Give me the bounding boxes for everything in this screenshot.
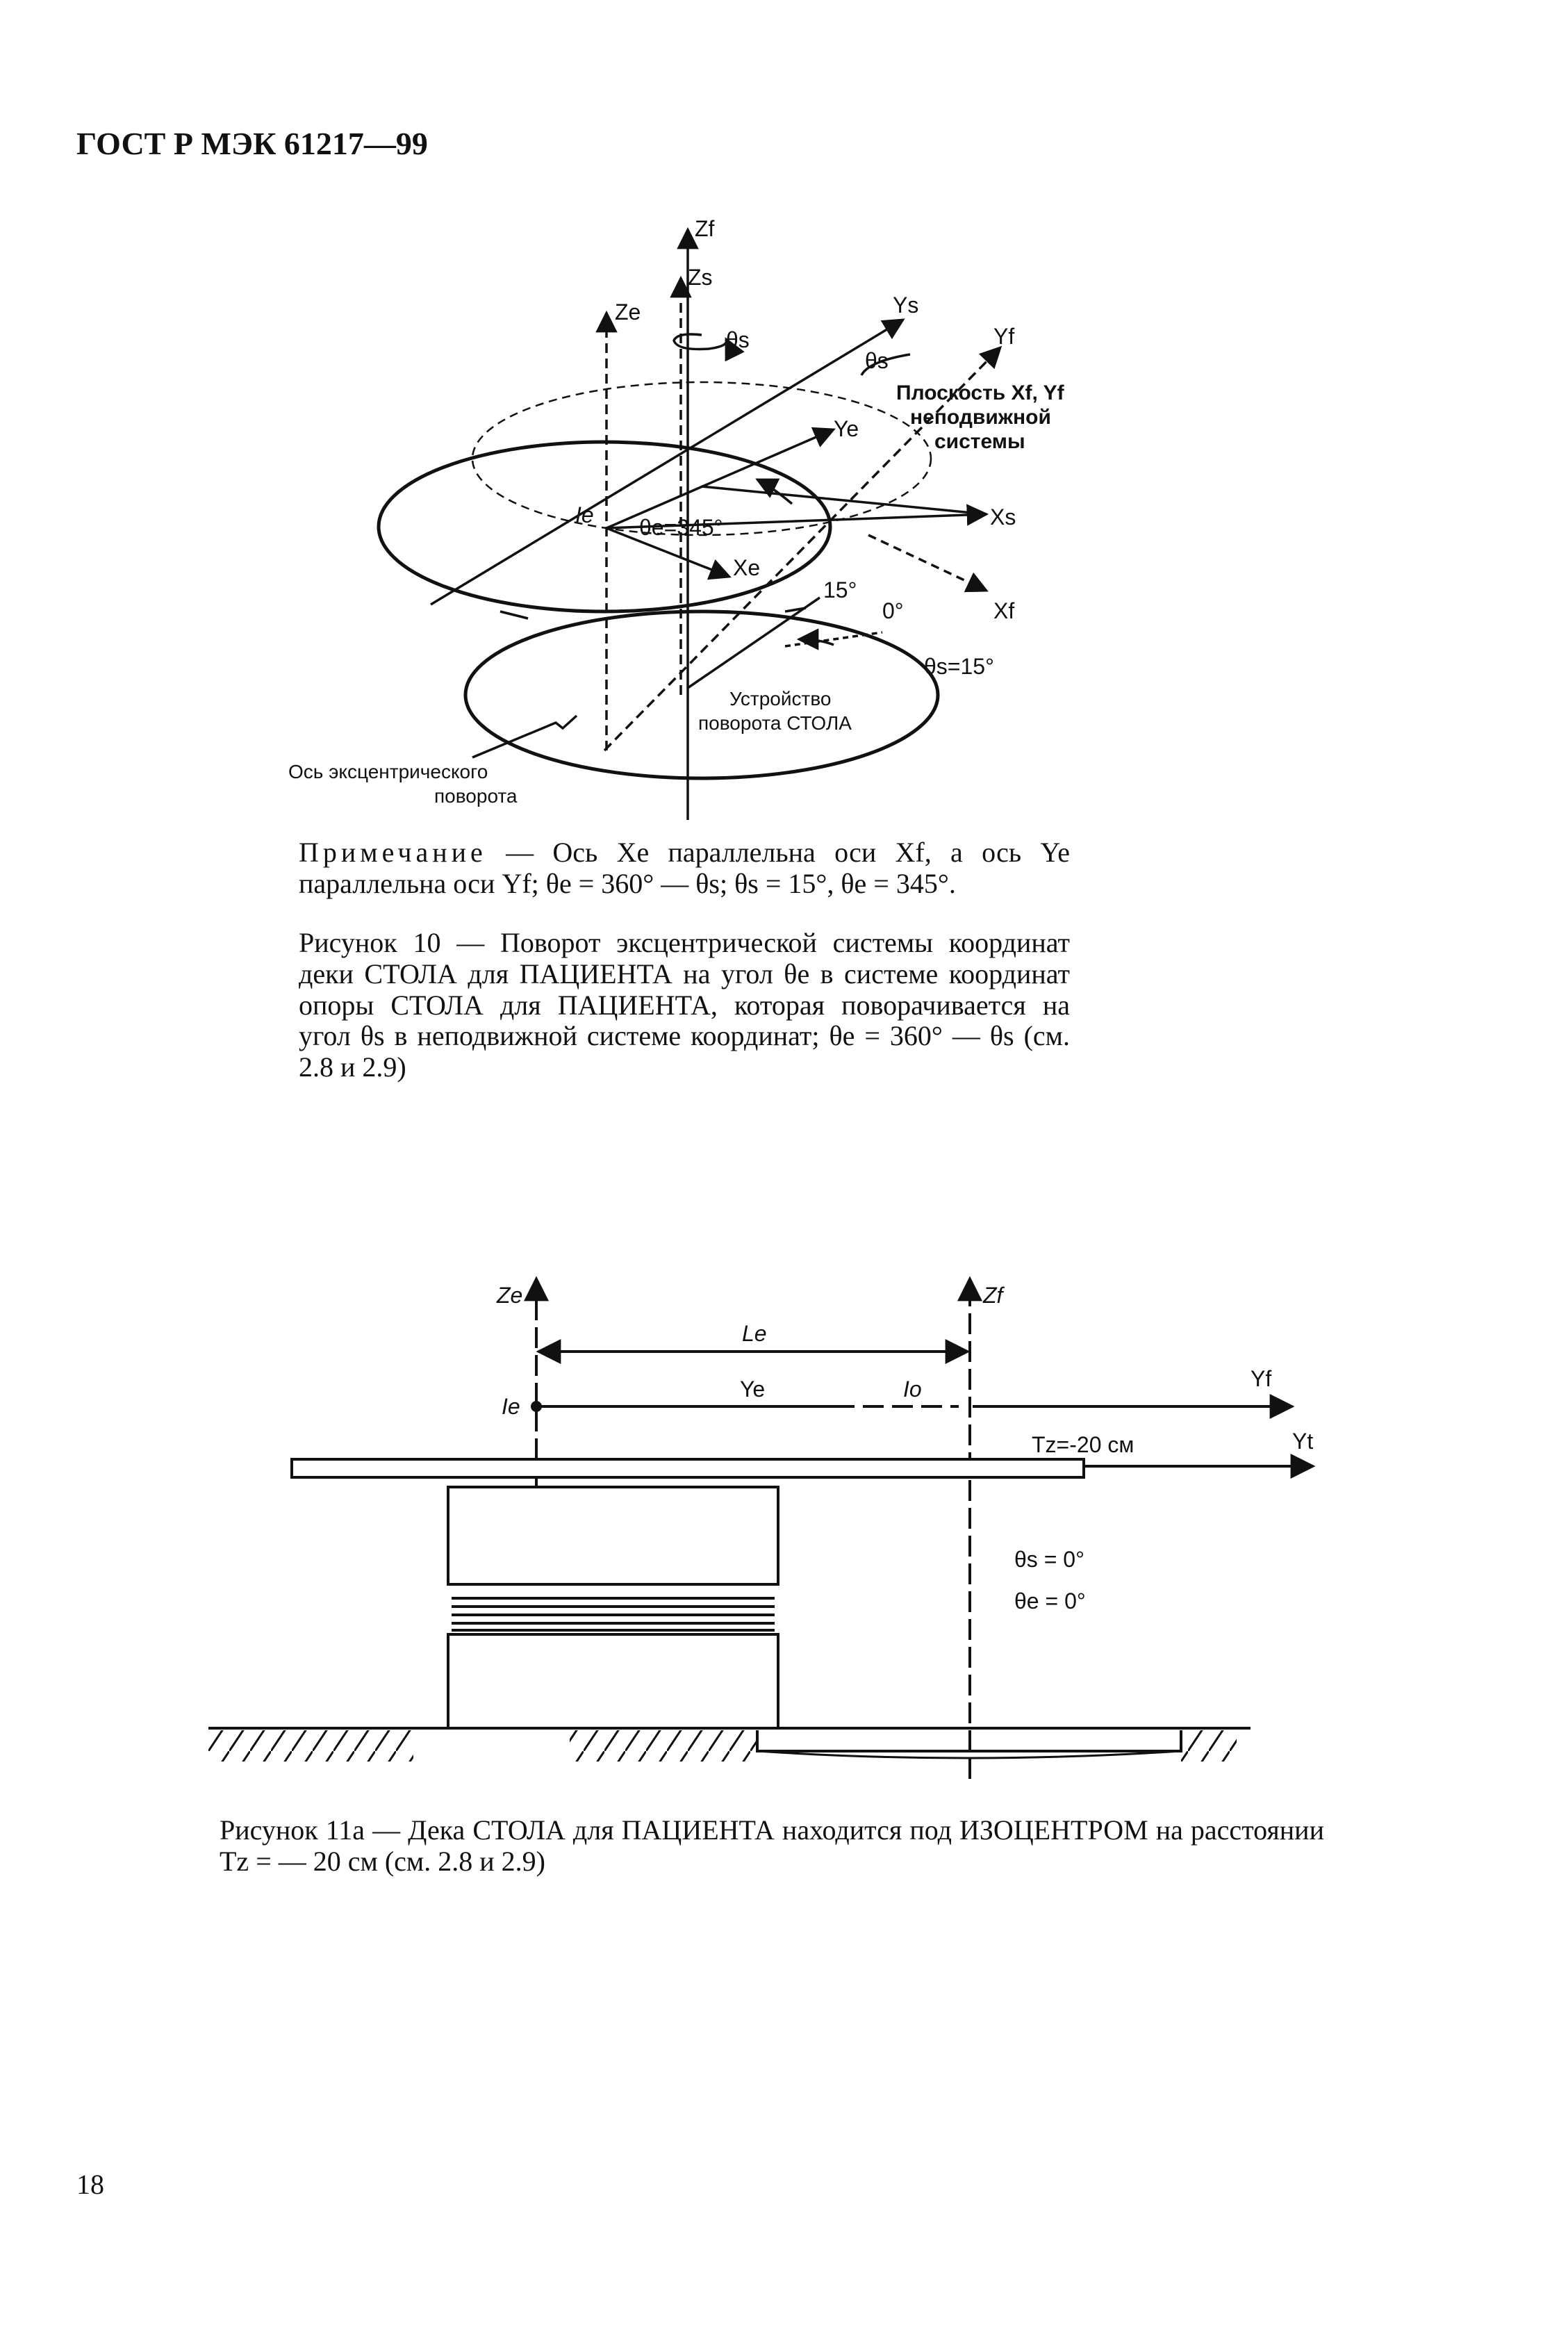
label-xf: Xf [993, 598, 1015, 623]
document-header: ГОСТ Р МЭК 61217—99 [76, 126, 428, 161]
note-text: — Ось Xe параллельна оси Xf, а ось Ye параллельна оси Yf; θe = 360° — θs; θs = 15°, θe = 345°. [299, 837, 1070, 899]
label-zf: Zf [695, 216, 715, 241]
label-ze: Ze [615, 299, 641, 325]
label-yf: Yf [993, 324, 1015, 349]
eccentric-axis-label-line1: Ось эксцентрического [288, 761, 488, 782]
device-label-line2: поворота СТОЛА [698, 712, 852, 734]
label-theta-e-0: θe = 0° [1014, 1588, 1086, 1614]
label-xs: Xs [990, 504, 1016, 529]
label-le: Le [742, 1321, 767, 1346]
label-ys: Ys [893, 293, 919, 318]
label-ze-11a: Ze [497, 1283, 523, 1308]
figure-10-caption: Рисунок 10 — Поворот эксцентрической системы координат деки СТОЛА для ПАЦИЕНТА на угол θe в системе координат опоры СТОЛА для ПАЦИЕНТА, которая поворачивается на угол θs в неподвижной системе координат; θe = 360° — θs (см. 2.8 и 2.9) [299, 927, 1070, 1083]
label-0deg: 0° [882, 598, 904, 623]
device-label-line1: Устройство [729, 688, 832, 709]
figure-10-note [299, 837, 1070, 900]
page-number: 18 [76, 2169, 104, 2200]
label-io: Io [903, 1377, 922, 1402]
plane-label-line1: Плоскость Xf, Yf [896, 381, 1064, 404]
label-tz: Tz=-20 см [1032, 1432, 1134, 1457]
figure-11a-diagram [0, 1237, 1568, 1793]
label-ie: Ie [575, 502, 594, 527]
label-ye: Ye [834, 416, 859, 441]
label-15deg: 15° [823, 577, 857, 602]
figure-10-diagram [0, 0, 1568, 834]
label-theta-s-0: θs = 0° [1014, 1547, 1084, 1572]
label-theta-s-between: θs [865, 348, 889, 373]
plane-label-line2: неподвижной [910, 406, 1051, 429]
label-theta-e: θe=345° [639, 515, 723, 540]
eccentric-axis-label-line2: поворота [434, 785, 518, 807]
label-yt: Yt [1292, 1429, 1314, 1454]
plane-label-line3: системы [934, 430, 1025, 453]
label-ye-11a: Ye [740, 1377, 766, 1402]
label-zs: Zs [688, 265, 713, 290]
note-prefix: Примечание [299, 837, 487, 868]
label-theta-s-rotation: θs [726, 327, 750, 352]
label-ie-11a: Ie [502, 1394, 520, 1419]
label-theta-s-15: θs=15° [924, 654, 994, 679]
label-xe: Xe [733, 555, 761, 580]
label-zf-11a: Zf [983, 1283, 1003, 1308]
label-yf-11a: Yf [1251, 1366, 1272, 1391]
figure-11a-caption: Рисунок 11а — Дека СТОЛА для ПАЦИЕНТА находится под ИЗОЦЕНТРОМ на расстоянии Tz = — 20 см (см. 2.8 и 2.9) [220, 1814, 1324, 1877]
